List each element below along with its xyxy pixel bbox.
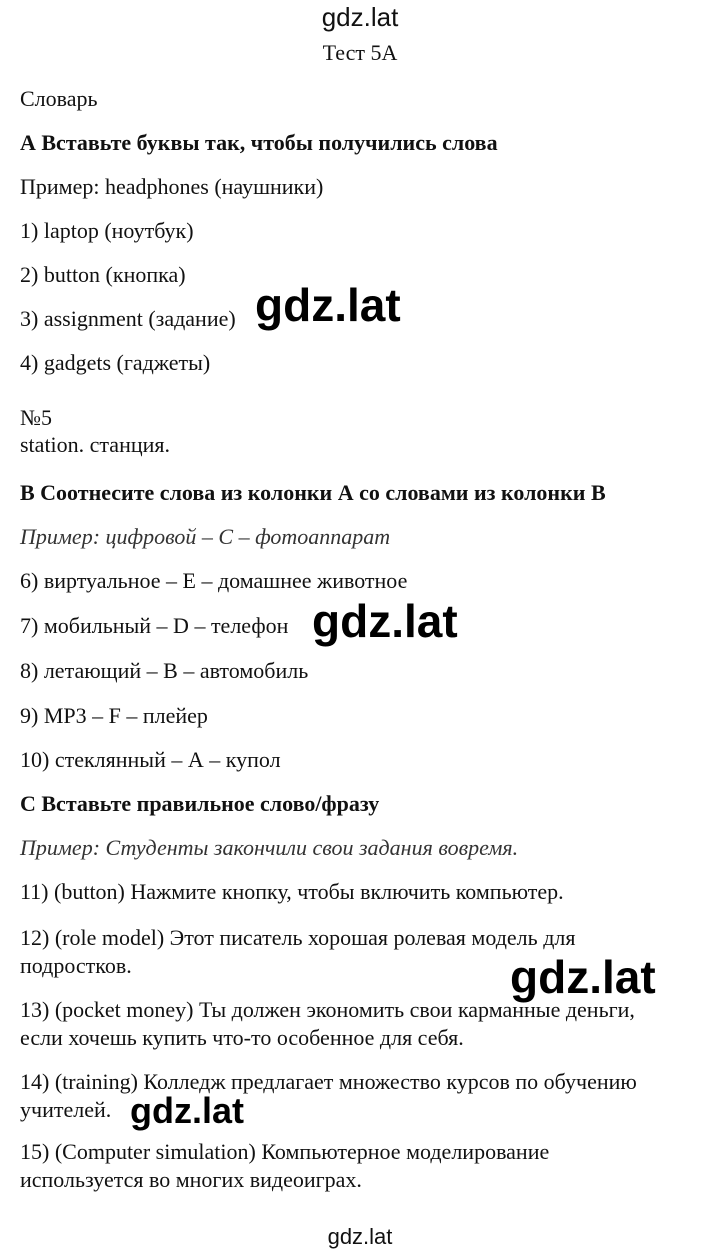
part-c-item: 15) (Computer simulation) Компьютерное моделирование [20,1139,550,1164]
watermark: gdz.lat [255,279,401,331]
part-a-example: Пример: headphones (наушники) [20,174,324,199]
part-b-item: 6) виртуальное – Е – домашнее животное [20,568,408,593]
watermark: gdz.lat [510,951,656,1003]
part-c-item-continuation: используется во многих видеоиграх. [20,1167,362,1192]
site-footer: gdz.lat [327,1224,393,1249]
exercise-answer: station. станция. [20,432,171,457]
exercise-number: №5 [20,405,52,430]
part-b-item: 10) стеклянный – А – купол [20,747,281,772]
watermark: gdz.lat [130,1090,244,1131]
part-a-item: 1) laptop (ноутбук) [20,218,194,243]
part-a-item: 4) gadgets (гаджеты) [20,350,211,375]
part-b-item: 7) мобильный – D – телефон [20,613,289,638]
part-c-item-continuation: учителей. [20,1097,112,1122]
part-b-heading: В Соотнесите слова из колонки А со словами из колонки В [20,480,606,505]
part-c-item-continuation: если хочешь купить что-то особенное для себя. [20,1025,464,1050]
site-header: gdz.lat [321,2,399,32]
part-a-item: 3) assignment (задание) [20,306,236,331]
part-a-item: 2) button (кнопка) [20,262,186,287]
section-vocabulary: Словарь [20,86,98,111]
part-b-example: Пример: цифровой – С – фотоаппарат [20,524,391,549]
part-c-example: Пример: Студенты закончили свои задания вовремя. [20,835,519,860]
part-b-item: 8) летающий – В – автомобиль [20,658,309,683]
part-b-item: 9) MP3 – F – плейер [20,703,208,728]
watermark: gdz.lat [312,595,458,647]
part-c-heading: С Вставьте правильное слово/фразу [20,791,380,816]
part-c-item-continuation: подростков. [20,953,132,978]
part-c-item: 11) (button) Нажмите кнопку, чтобы включить компьютер. [20,879,564,904]
part-a-heading: А Вставьте буквы так, чтобы получились слова [20,130,498,155]
part-c-item: 13) (pocket money) Ты должен экономить свои карманные деньги, [20,997,635,1022]
part-c-item: 14) (training) Колледж предлагает множество курсов по обучению [20,1069,637,1094]
part-c-item: 12) (role model) Этот писатель хорошая ролевая модель для [20,925,576,950]
page-title: Тест 5А [322,40,398,65]
